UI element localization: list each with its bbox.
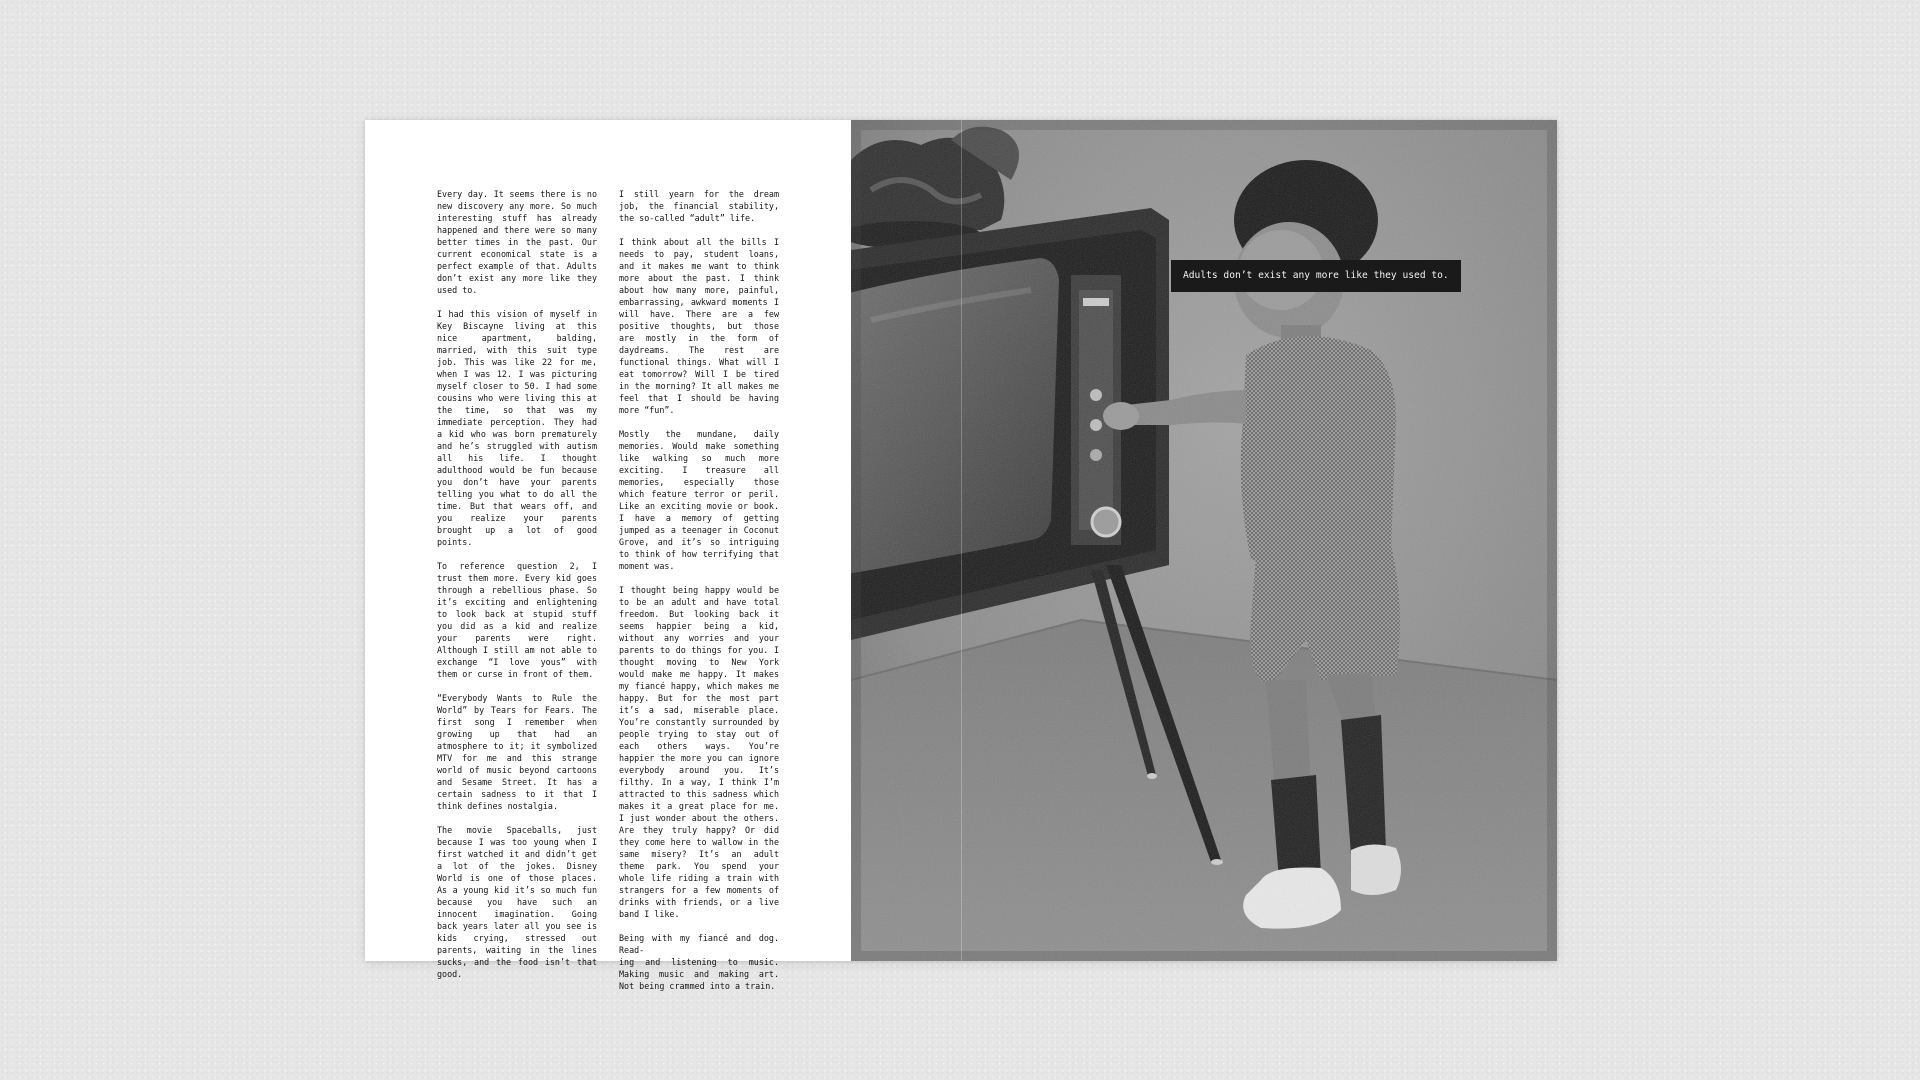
- text-column-right: [619, 188, 779, 1004]
- paragraph: To reference question 2, I trust them more. Every kid goes through a rebellious phase. So it’s exciting and enlightening to look back at stupid stuff you did as a kid and realize your parents were right. Although I still am not able to exchange “I love yous” with them or curse in front of them.: [437, 561, 597, 679]
- page-fold-line: [961, 120, 962, 961]
- paragraph: Every day. It seems there is no new discovery any more. So much interesting stuff has already happened and there were so many better times in the past. Our current economical state is a perfect example of that. Adults don’t exist any more like they used to.: [437, 189, 597, 295]
- paragraph: I think about all the bills I needs to pay, student loans, and it makes me want to think more about the past. I think about how many more, painful, embarrassing, awkward moments I will have. There are a few positive thoughts, but those are mostly in the form of daydreams. The rest are functional things. What will I eat tomorrow? Will I be tired in the morning? It all makes me feel that I should be having more “fun”.: [619, 237, 779, 415]
- paragraph: I had this vision of myself in Key Biscayne living at this nice apartment, balding, married, with this suit type job. This was like 22 for me, when I was 12. I was picturing myself closer to 50. I had some cousins who were living this at the time, so that was my immediate perception. They had a kid who was born prematurely and he’s struggled with autism all his life. I thought adulthood would be fun because you don’t have your parents telling you what to do all the time. But that wears off, and you realize your parents brought up a lot of good points.: [437, 309, 597, 547]
- paragraph: Being with my fiancé and dog. Read- ing and listening to music. Making music and making art. Not being crammed into a train.: [619, 933, 779, 991]
- paragraph: I thought being happy would be to be an adult and have total freedom. But looking back it seems happier being a kid, without any worries and your parents to do things for you. I thought moving to New York would make me happy. It makes my fiancé happy, which makes me happy. But for the most part it’s a sad, miserable place. You’re constantly surrounded by people trying to stay out of each others ways. You’re happier the more you can ignore everybody around you. It’s filthy. In a way, I think I’m attracted to this sadness which makes it a great place for me. I just wonder about the others. Are they truly happy? Or did they come here to wallow in the same misery? It’s an adult theme park. You spend your whole life riding a train with strangers for a few moments of drinks with friends, or a live band I like.: [619, 585, 779, 919]
- right-page: [851, 120, 1557, 961]
- text-column-left: [437, 188, 597, 992]
- paragraph: “Everybody Wants to Rule the World” by Tears for Fears. The first song I remember when growing up that had an atmosphere to it; it symbolized MTV for me and this strange world of music beyond cartoons and Sesame Street. It has a certain sadness to it that I think defines nostalgia.: [437, 693, 597, 811]
- photo-caption: Adults don’t exist any more like they used to.: [1171, 260, 1461, 292]
- left-page: [365, 120, 851, 991]
- vintage-photo-child-at-television: [851, 120, 1557, 961]
- paragraph: The movie Spaceballs, just because I was too young when I first watched it and didn’t get a lot of the jokes. Disney World is one of those places. As a young kid it’s so much fun because you have such an innocent imagination. Going back years later all you see is kids crying, stressed out parents, waiting in the lines sucks, and the food isn’t that good.: [437, 825, 597, 979]
- paragraph: Mostly the mundane, daily memories. Would make something like walking so much more exciting. I treasure all memories, especially those which feature terror or peril. Like an exciting movie or book. I have a memory of getting jumped as a teenager in Coconut Grove, and it’s so intriguing to think of how terrifying that moment was.: [619, 429, 779, 571]
- magazine-spread: [365, 120, 1557, 991]
- paragraph: I still yearn for the dream job, the financial stability, the so-called “adult” life.: [619, 189, 779, 223]
